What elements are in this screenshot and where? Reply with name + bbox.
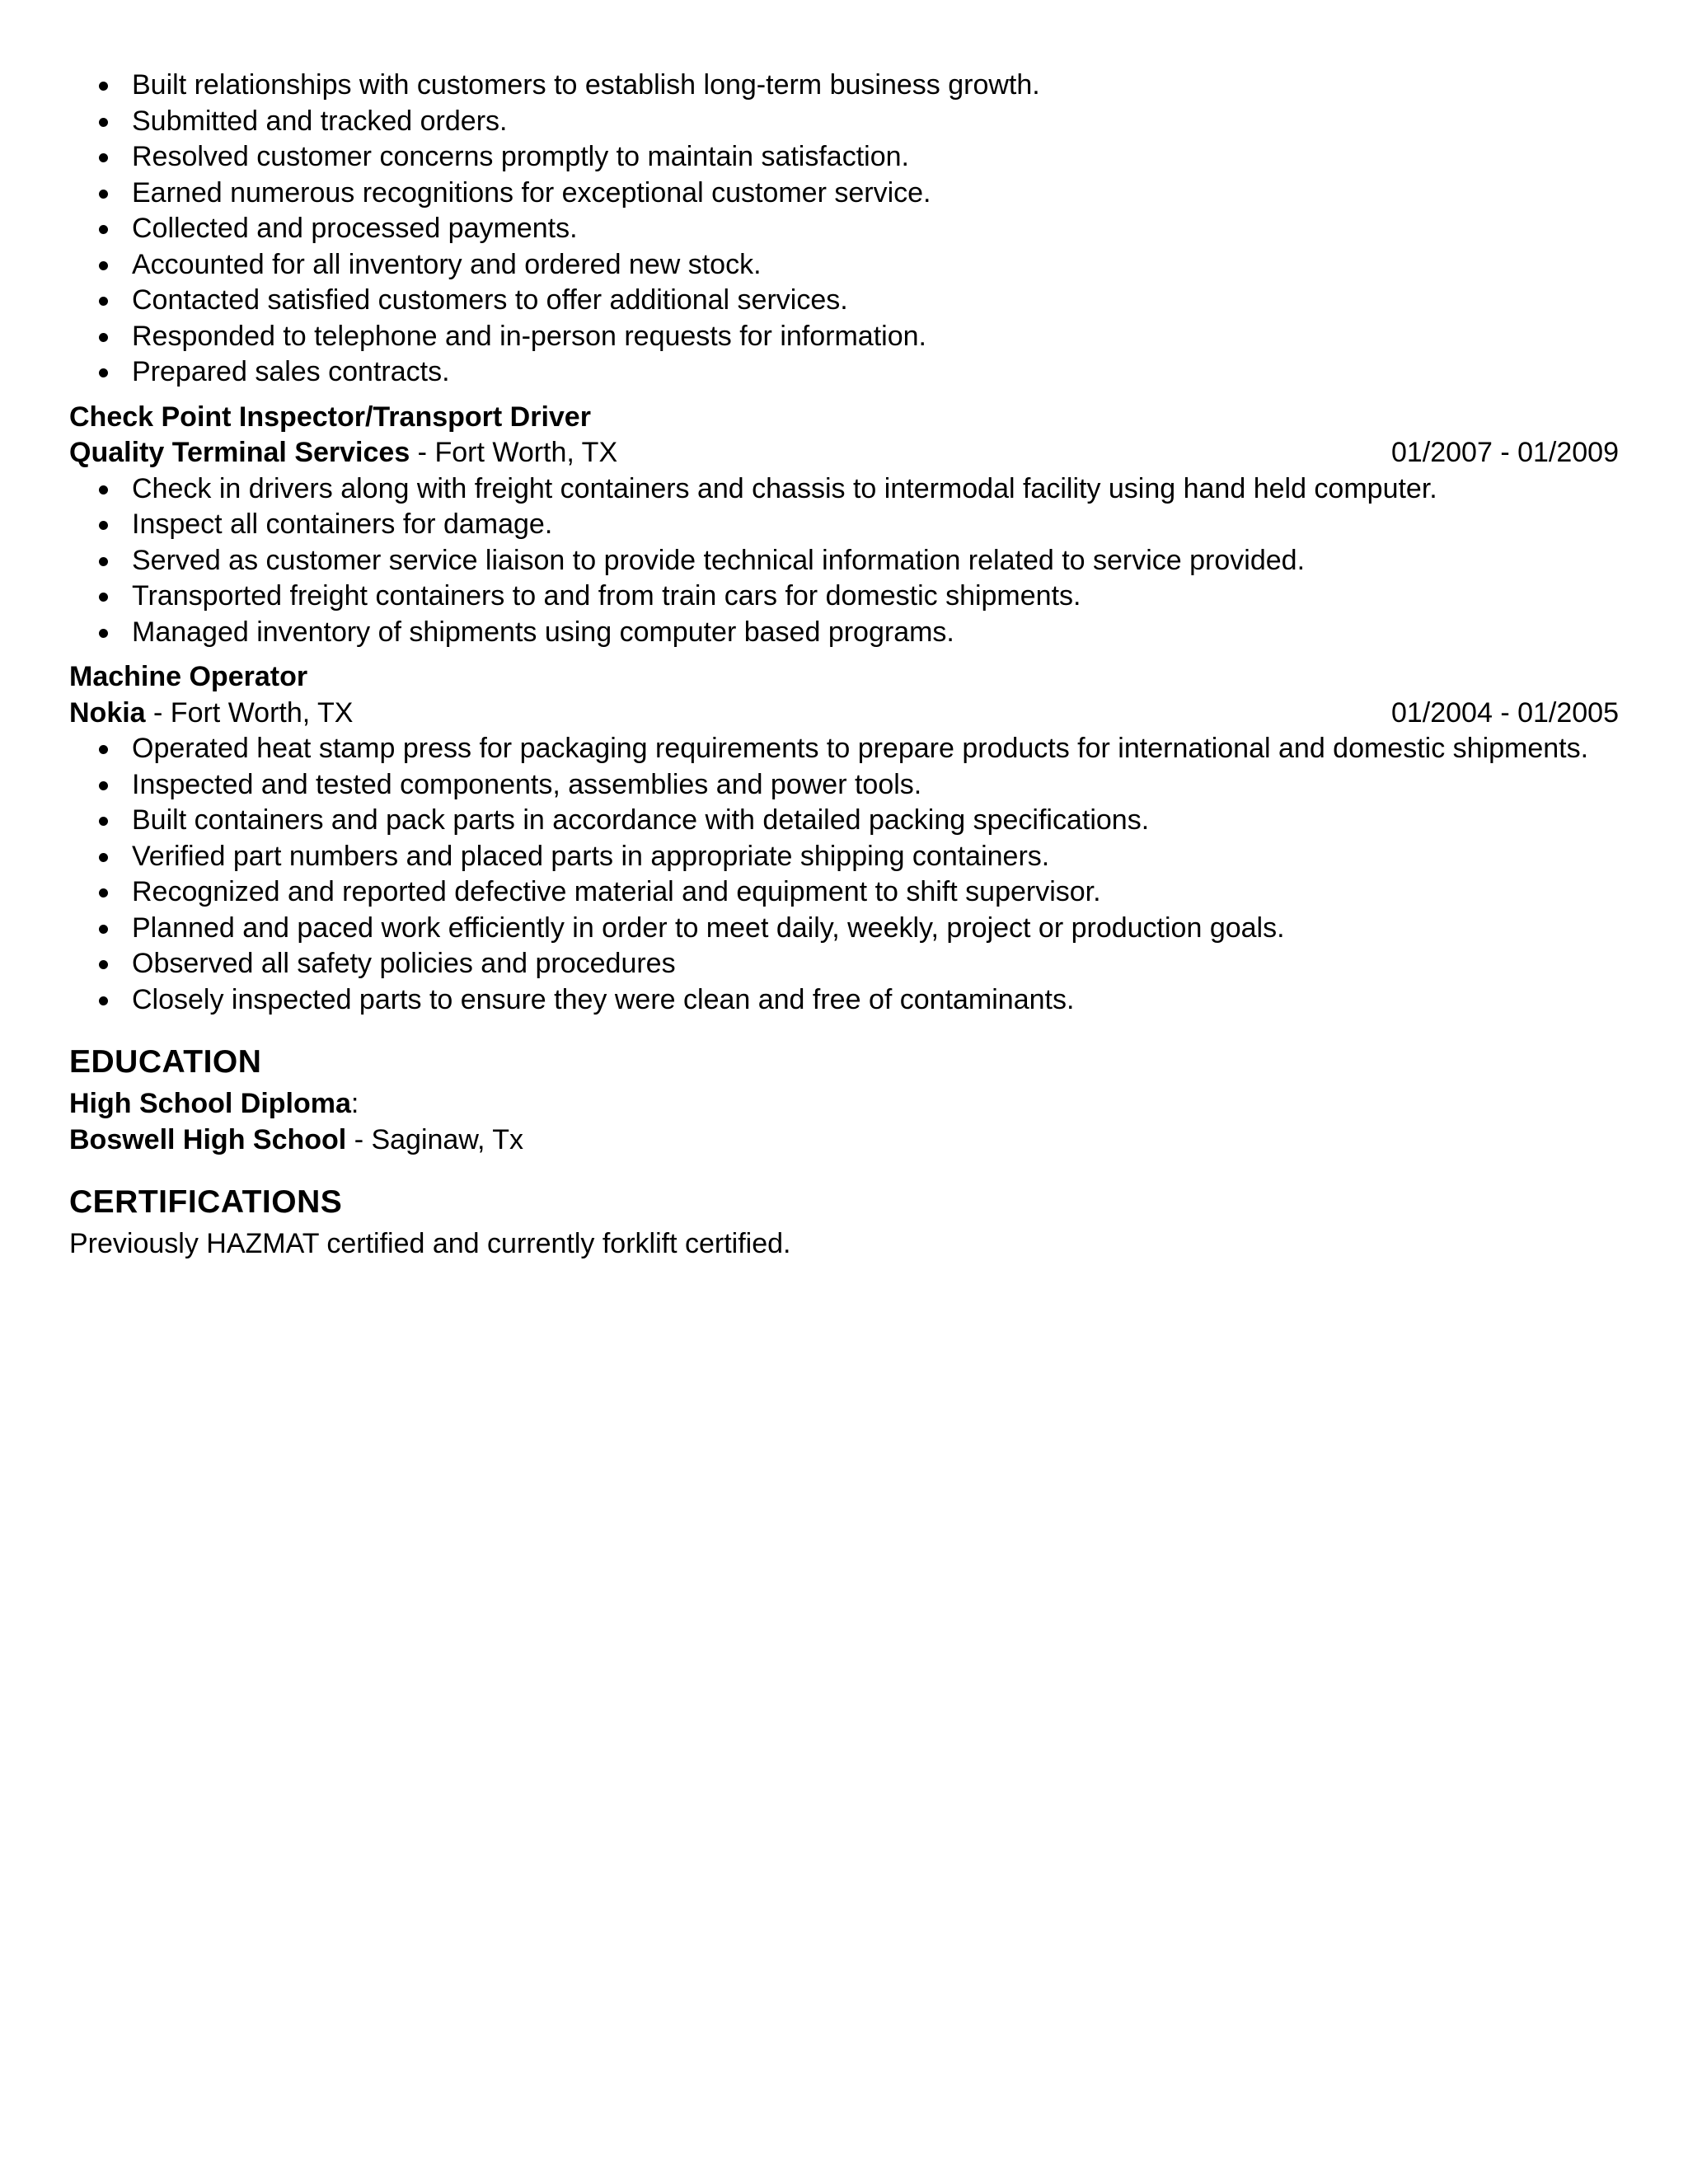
list-item: Planned and paced work efficiently in order to meet daily, weekly, project or production goals. bbox=[69, 911, 1619, 947]
job-dates: 01/2007 - 01/2009 bbox=[1390, 437, 1619, 468]
list-item: Recognized and reported defective material and equipment to shift supervisor. bbox=[69, 874, 1619, 911]
list-item: Accounted for all inventory and ordered new stock. bbox=[69, 247, 1619, 284]
degree-suffix: : bbox=[350, 1088, 359, 1119]
list-item: Served as customer service liaison to provide technical information related to service provided. bbox=[69, 543, 1619, 579]
job-bullet-list bbox=[69, 471, 1619, 651]
list-item: Collected and processed payments. bbox=[69, 211, 1619, 247]
degree-line bbox=[69, 1086, 1619, 1122]
list-item: Closely inspected parts to ensure they were clean and free of contaminants. bbox=[69, 982, 1619, 1019]
list-item: Resolved customer concerns promptly to maintain satisfaction. bbox=[69, 139, 1619, 176]
education-section bbox=[69, 1040, 1619, 1158]
degree-name: High School Diploma bbox=[69, 1088, 351, 1119]
section-heading-education: EDUCATION bbox=[69, 1044, 262, 1080]
company-location: - Fort Worth, TX bbox=[145, 696, 354, 729]
school-location: - Saginaw, Tx bbox=[346, 1123, 524, 1155]
company-info bbox=[69, 696, 354, 732]
list-item: Verified part numbers and placed parts in appropriate shipping containers. bbox=[69, 839, 1619, 875]
school-line bbox=[69, 1122, 1619, 1159]
list-item: Earned numerous recognitions for exceptional customer service. bbox=[69, 176, 1619, 212]
resume-page bbox=[69, 68, 1619, 1263]
list-item: Contacted satisfied customers to offer additional services. bbox=[69, 283, 1619, 319]
company-name: Quality Terminal Services bbox=[69, 437, 410, 468]
job-title: Machine Operator bbox=[69, 661, 308, 692]
company-line bbox=[69, 435, 1619, 471]
certifications-section bbox=[69, 1180, 1619, 1263]
list-item: Inspected and tested components, assemblies and power tools. bbox=[69, 767, 1619, 804]
company-line bbox=[69, 696, 1619, 732]
list-item: Inspect all containers for damage. bbox=[69, 507, 1619, 543]
company-info bbox=[69, 435, 617, 471]
list-item: Operated heat stamp press for packaging requirements to prepare products for international and domestic shipments. bbox=[69, 731, 1619, 767]
job-entry-nokia bbox=[69, 659, 1619, 1018]
list-item: Observed all safety policies and procedures bbox=[69, 946, 1619, 982]
job-dates: 01/2004 - 01/2005 bbox=[1390, 696, 1619, 729]
certifications-text: Previously HAZMAT certified and currently forklift certified. bbox=[69, 1228, 791, 1259]
job-bullet-list bbox=[69, 731, 1619, 1018]
list-item: Managed inventory of shipments using computer based programs. bbox=[69, 615, 1619, 651]
school-name: Boswell High School bbox=[69, 1123, 347, 1155]
list-item: Built relationships with customers to establish long-term business growth. bbox=[69, 68, 1619, 104]
list-item: Responded to telephone and in-person requests for information. bbox=[69, 319, 1619, 355]
company-name: Nokia bbox=[69, 696, 146, 729]
company-location: - Fort Worth, TX bbox=[410, 437, 618, 468]
job-entry-quality-terminal bbox=[69, 400, 1619, 651]
list-item: Transported freight containers to and from train cars for domestic shipments. bbox=[69, 579, 1619, 615]
job-title: Check Point Inspector/Transport Driver bbox=[69, 401, 591, 433]
intro-bullet-list bbox=[69, 68, 1619, 391]
section-heading-certifications: CERTIFICATIONS bbox=[69, 1184, 343, 1220]
list-item: Submitted and tracked orders. bbox=[69, 104, 1619, 140]
list-item: Built containers and pack parts in accordance with detailed packing specifications. bbox=[69, 803, 1619, 839]
list-item: Prepared sales contracts. bbox=[69, 354, 1619, 391]
list-item: Check in drivers along with freight containers and chassis to intermodal facility using hand held computer. bbox=[69, 471, 1619, 508]
